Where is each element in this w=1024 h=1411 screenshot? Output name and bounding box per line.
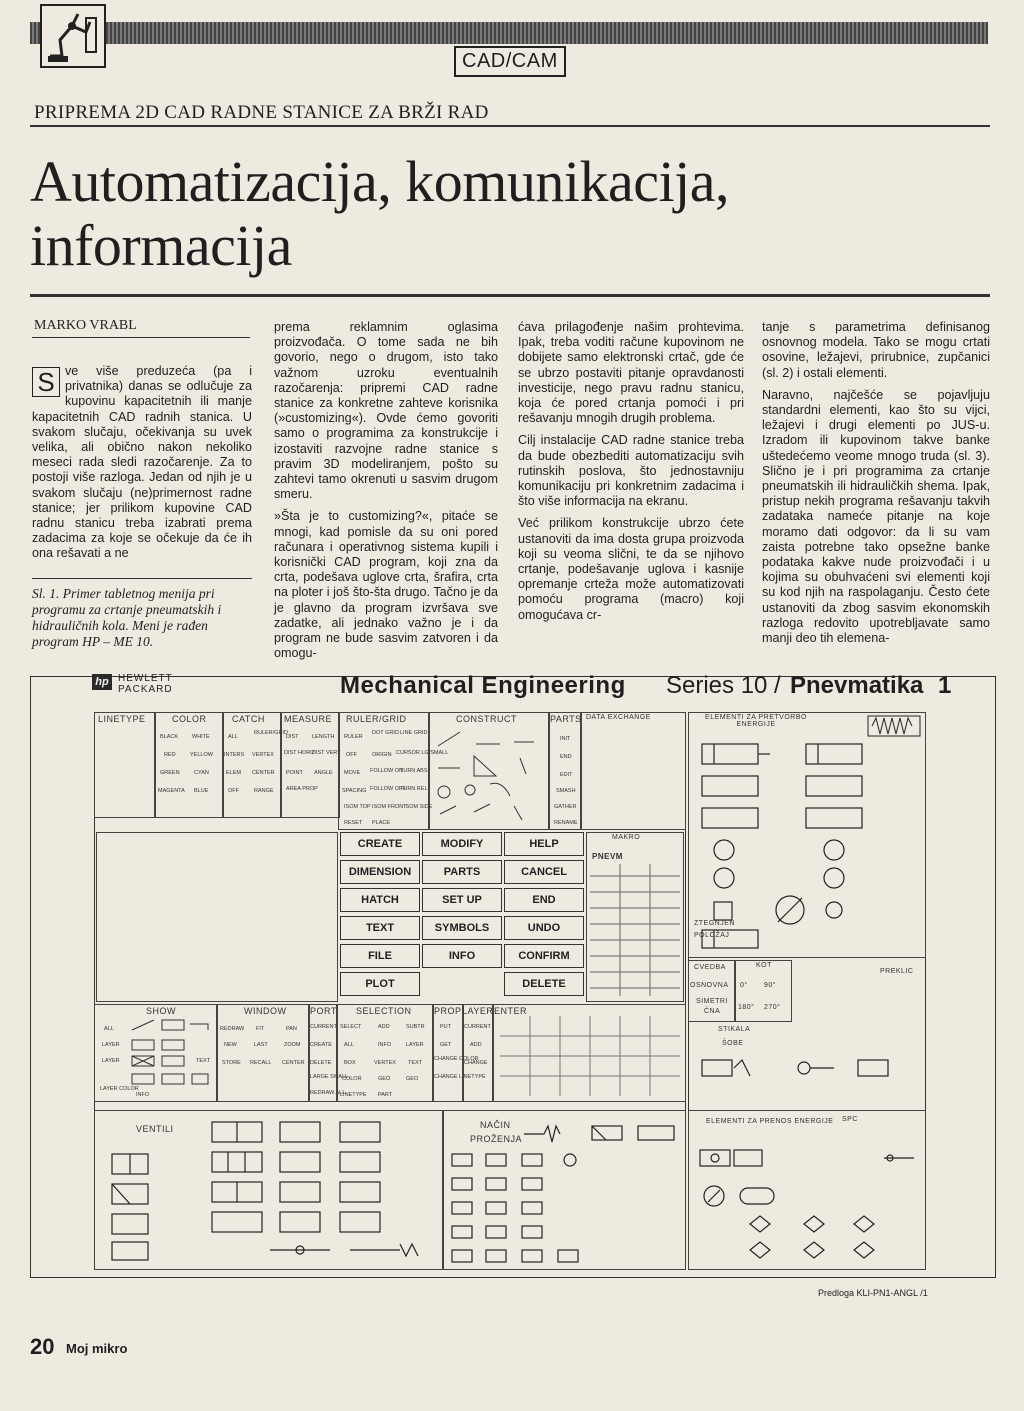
author-rule — [32, 337, 250, 338]
transmission-symbols-icon — [694, 1146, 920, 1264]
column-1 — [32, 364, 252, 562]
figure-title: Mechanical Engineering — [340, 672, 626, 699]
column-4-paragraph: tanje s parametrima definisanog osnovnog modela. Tako se mogu crtati osovine, ležajevi, prirubnice, zupčanici (sl. 2) i ostali elementi. — [762, 320, 990, 380]
window-box — [216, 1004, 310, 1102]
valve-symbols-icon — [200, 1118, 436, 1264]
title-rule — [30, 294, 990, 297]
delete-button[interactable]: DELETE — [504, 972, 584, 996]
undo-button[interactable]: UNDO — [504, 916, 584, 940]
figure-subtitle: Pnevmatika — [790, 672, 924, 699]
selection-header: SELECTION — [356, 1006, 412, 1016]
column-3-paragraph: Već prilikom konstrukcije ubrzo ćete ustanoviti da ima dosta grupa proizvoda koji su veoma slični, te da se njihovo crtanje, podešavanje uglova i kasnije opremanje crteža može automatizovati pomoću programa (macro) koji omogućava cr- — [518, 516, 744, 622]
parts-box — [548, 712, 582, 830]
port-header: PORT — [310, 1006, 337, 1016]
column-3-paragraph: Cilj instalacije CAD radne stanice treba da bude obezbediti automatizaciju svih rutinskih poslova, što jednostavniju komunikaciju pri konkretnim zadacima i što više informacija na ekranu. — [518, 433, 744, 509]
measure-header: MEASURE — [284, 714, 333, 724]
angle-90: 90° — [764, 982, 777, 989]
column-3 — [518, 320, 744, 630]
keypad-grid-icon — [500, 1016, 680, 1096]
dimension-button[interactable]: DIMENSION — [340, 860, 420, 884]
figure-series: Series 10 / — [666, 672, 781, 699]
top-actuation-icon — [520, 1116, 682, 1152]
show-header: SHOW — [146, 1006, 176, 1016]
color-header: COLOR — [172, 714, 207, 724]
page-number: 20 — [30, 1334, 55, 1359]
ztegnjen-label: ZTEGNJEN — [694, 920, 735, 927]
polozaj-label: POLOŽAJ — [694, 932, 730, 939]
setup-button[interactable]: SET UP — [422, 888, 502, 912]
figure-caption: Sl. 1. Primer tabletnog menija pri programu za crtanje pneumatskih i hidrauličnih kola. Meni je rađen program HP – ME 10. — [32, 586, 222, 649]
prop-header: PROP — [434, 1006, 462, 1016]
layer-box — [462, 1004, 494, 1102]
modify-button[interactable]: MODIFY — [422, 832, 502, 856]
file-button[interactable]: FILE — [340, 944, 420, 968]
catch-header: CATCH — [232, 714, 265, 724]
parts-button[interactable]: PARTS — [422, 860, 502, 884]
create-button[interactable]: CREATE — [340, 832, 420, 856]
pretvorbo-header: ELEMENTI ZA PRETVORBO ENERGIJE — [705, 714, 807, 728]
text-button[interactable]: TEXT — [340, 916, 420, 940]
template-note: Predloga KLI-PN1-ANGL /1 — [818, 1288, 928, 1298]
section-tag: CAD/CAM — [454, 46, 566, 77]
nacin-header: NAČIN — [480, 1120, 511, 1130]
measure-box — [280, 712, 340, 818]
title-line-2: informacija — [30, 213, 292, 278]
osnovna-label: OSNOVNA — [690, 982, 729, 989]
linetype-box — [94, 712, 156, 818]
data-exchange-box — [580, 712, 686, 830]
title-line-1: Automatizacija, komunikacija, — [30, 149, 729, 214]
cancel-button[interactable]: CANCEL — [504, 860, 584, 884]
cna-label: ČNA — [704, 1008, 721, 1015]
spc-label: SPC — [842, 1116, 858, 1123]
angle-180: 180° — [738, 1004, 755, 1011]
drawing-area — [96, 832, 338, 1002]
kot-box — [734, 960, 792, 1022]
parts-header: PARTS — [550, 714, 582, 724]
catch-box — [222, 712, 282, 818]
ventili-header: VENTILI — [136, 1124, 174, 1134]
selection-box — [336, 1004, 434, 1102]
caption-rule — [32, 578, 252, 579]
column-1-text: ve više preduzeća (pa i privatnika) danas se odlučuje za kupovinu kapacitetnih ili manje kapacitetnih CAD radnih stanica. U svakom slučaju, očekivanja su uvek velika, ali obično nakon nekoliko meseci rada sledi razočarenje. Za to postoji više razloga. Jedan od njih je u svakom slučaju (ne)primernost radne stanice; jer prilikom kupovine CAD radnu stanicu treba izabrati prema zadacima za koje se očekuje da će ih ona rešavati a ne — [32, 364, 252, 561]
construct-symbols-icon — [430, 724, 546, 824]
switch-symbols-icon — [694, 1050, 920, 1100]
column-4-paragraph: Naravno, najčešće se pojavljuju standardni elementi, kao što su vijci, ležajevi i drugi elementi po JUS-u. Izradom ili kupovinom takve banke uštedećemo veome mnogo truda (sl. 3). Slično je i pri programima za crtanje pneumatskih ili hidrauličkih shema. Ipak, pristup nekih programa rešavanju takvih zadataka nameće pitanje na koje moramo dati odgovor: da li su vam zaista potrebne tako opsežne banke podataka kakve nude proizvođači i u kojima su obuhvaćeni svi elementi koji su kod njih na raspolaganju. Često ćete ustanoviti da zbog sasvim ekonomskih razloga redovito upotrebljavate samo manji deo tih elemena- — [762, 387, 990, 646]
header-band — [30, 22, 988, 44]
makro-grid-icon — [590, 864, 680, 996]
hatch-button[interactable]: HATCH — [340, 888, 420, 912]
color-box — [154, 712, 224, 818]
sobe-label: ŠOBE — [722, 1040, 744, 1047]
magazine-name: Moj mikro — [66, 1341, 128, 1356]
show-symbols-icon — [128, 1018, 214, 1098]
enter-header: ENTER — [494, 1006, 528, 1016]
window-header: WINDOW — [244, 1006, 287, 1016]
stikala-label: STIKALA — [718, 1026, 751, 1033]
hp-logo-icon: hp — [92, 674, 112, 690]
pnevm-label: PNEVM — [592, 852, 623, 861]
robot-arm-logo-icon — [40, 4, 106, 68]
valve-symbols-left-icon — [104, 1120, 196, 1264]
spring-icon — [866, 714, 922, 738]
article-kicker: PRIPREMA 2D CAD RADNE STANICE ZA BRŽI RAD — [34, 102, 489, 123]
makro-header: MAKRO — [612, 834, 641, 841]
angle-0: 0° — [740, 982, 748, 989]
plot-button[interactable]: PLOT — [340, 972, 420, 996]
column-2 — [274, 320, 498, 668]
column-2-paragraph: prema reklamnim oglasima proizvođača. O tome sada ne bih govorio, nego o drugom, isto tako važnom uzroku eventualnih razočarenja: pripremi CAD radne stanice za konkretne zahteve korisnika (»customizing«). Ovde ćemo govoriti samo o programima za konstrukcije i izostaviti razvojne radne stanice s pravim 3D modeliranjem, pošto su zahtevi tamo okrenuti u sasvim drugom smeru. — [274, 320, 498, 502]
angle-270: 270° — [764, 1004, 781, 1011]
figure-number: 1 — [938, 672, 952, 699]
linetype-header: LINETYPE — [98, 714, 146, 724]
kot-label: KOT — [756, 962, 772, 969]
column-4 — [762, 320, 990, 653]
help-button[interactable]: HELP — [504, 832, 584, 856]
column-3-paragraph: ćava prilagođenje našim prohtevima. Ipak, treba voditi račune kupovinom ne dobijete samo elektronski crtač, gde će se ubrzo postaviti pitanje opravdanosti investicije, nego pravu radnu stanicu, koja će pored crtanja pomoći i pri rešavanju mnogih drugih problema. — [518, 320, 744, 426]
data-exchange-header: DATA EXCHANGE — [586, 714, 651, 721]
prop-box — [432, 1004, 464, 1102]
end-button[interactable]: END — [504, 888, 584, 912]
port-box — [308, 1004, 338, 1102]
prozenja-header: PROŽENJA — [470, 1134, 523, 1144]
column-2-paragraph: »Šta je to customizing?«, pitaće se mnogi, kad pomisle da su oni pored računara i operativnog sistema kupili i korisnički CAD program, koji zna da crta, podešava uglove crta, šrafira, crta na ploter i još što-šta drugo. Tačno je da je glavno da program izvršava sve zadatke, ali jednako važno je i da program ne bude sasvim zatvoren i da omogu- — [274, 509, 498, 661]
prenos-header-1: ELEMENTI ZA PRENOS ENERGIJE — [706, 1118, 834, 1125]
simetri-label: SIMETRI — [696, 998, 728, 1005]
actuation-symbols-icon — [446, 1150, 680, 1266]
symbols-button[interactable]: SYMBOLS — [422, 916, 502, 940]
cvedba-label: CVEDBA — [694, 964, 726, 971]
kicker-rule — [30, 125, 990, 127]
info-button[interactable]: INFO — [422, 944, 502, 968]
author-name: MARKO VRABL — [34, 318, 137, 333]
confirm-button[interactable]: CONFIRM — [504, 944, 584, 968]
hp-brand: HEWLETT PACKARD — [118, 673, 173, 695]
dropcap: S — [32, 367, 60, 397]
ruler-grid-header: RULER/GRID — [346, 714, 407, 724]
article-title — [30, 150, 990, 278]
layer-header: LAYER — [462, 1006, 494, 1016]
preklic-label: PREKLIC — [880, 968, 914, 975]
construct-header: CONSTRUCT — [456, 714, 517, 724]
